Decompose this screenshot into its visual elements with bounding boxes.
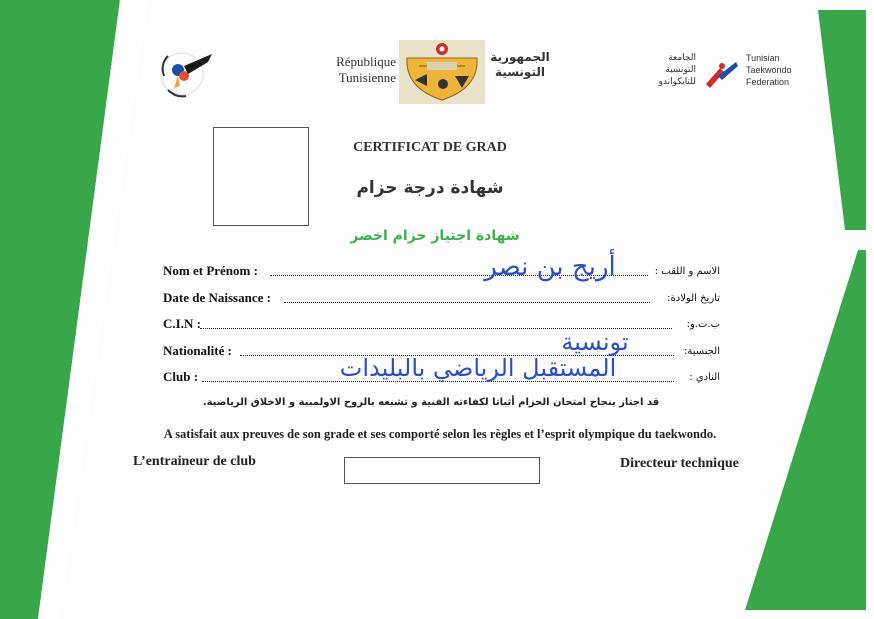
federation-ar-line2: التونسية	[665, 65, 696, 75]
field-line-cin	[200, 315, 672, 329]
federation-ar-line3: للتايكواندو	[658, 77, 696, 87]
republic-name-ar	[490, 50, 550, 80]
director-signature-label: Directeur technique	[620, 456, 739, 471]
handwritten-club: المستقبل الرياضي بالبليدات	[339, 354, 617, 382]
field-label-ar-birthdate: تاريخ الولادة:	[667, 293, 720, 304]
republic-fr-line2: Tunisienne	[338, 70, 396, 85]
federation-name-en	[746, 52, 806, 88]
field-label-fr-cin: C.I.N :	[163, 316, 201, 331]
statement-fr: A satisfait aux preuves de son grade et ses comporté selon les règles et l’esprit olympique du taekwondo.	[163, 427, 717, 441]
statement-ar: قد اجتاز بنجاح امتحان الحزام أثباتا لكفاءته الفنية و تشبعه بالروح الاولمبية و الاخلاق الرياضية.	[202, 397, 660, 408]
field-label-ar-name: الاسم و اللقب :	[654, 266, 720, 277]
federation-name-ar	[640, 52, 696, 88]
federation-ar-line1: الجامعة	[668, 53, 696, 63]
federation-en-line1: Tunisian	[746, 53, 780, 63]
certificate-title-ar: شهادة درجة حزام	[356, 178, 504, 198]
republic-ar-line2: التونسية	[495, 65, 545, 79]
handwritten-name: أريج بن نصر	[484, 252, 616, 282]
field-label-ar-cin: ب.ت.و:	[686, 319, 720, 330]
field-label-fr-club: Club :	[163, 369, 199, 384]
republic-fr-line1: République	[336, 54, 396, 69]
field-label-ar-nationality: الجنسية:	[684, 346, 720, 357]
republic-name-fr	[318, 54, 396, 86]
field-label-ar-club: النادي :	[689, 372, 720, 383]
certificate-title-fr: CERTIFICAT DE GRAD	[353, 140, 507, 155]
republic-ar-line1: الجمهورية	[490, 50, 550, 64]
field-label-fr-birthdate: Date de Naissance :	[163, 290, 271, 305]
field-line-birthdate	[284, 289, 650, 303]
trainer-signature-label: L’entraineur de club	[133, 454, 256, 469]
photo-box	[213, 127, 309, 226]
stamp-box	[344, 457, 540, 484]
field-label-fr-name: Nom et Prénom :	[163, 263, 258, 278]
federation-en-line2: Taekwondo	[746, 65, 792, 75]
certificate-subtitle-ar: شهادة اجتياز حزام اخضر	[350, 228, 520, 244]
federation-emblem-icon	[702, 58, 740, 94]
federation-en-line3: Federation	[746, 77, 790, 87]
handwritten-nationality: تونسية	[561, 328, 629, 356]
tunisia-coat-of-arms	[399, 40, 485, 104]
world-taekwondo-logo	[154, 46, 218, 102]
federation-logo	[640, 52, 792, 100]
field-label-fr-nationality: Nationalité :	[163, 343, 232, 358]
